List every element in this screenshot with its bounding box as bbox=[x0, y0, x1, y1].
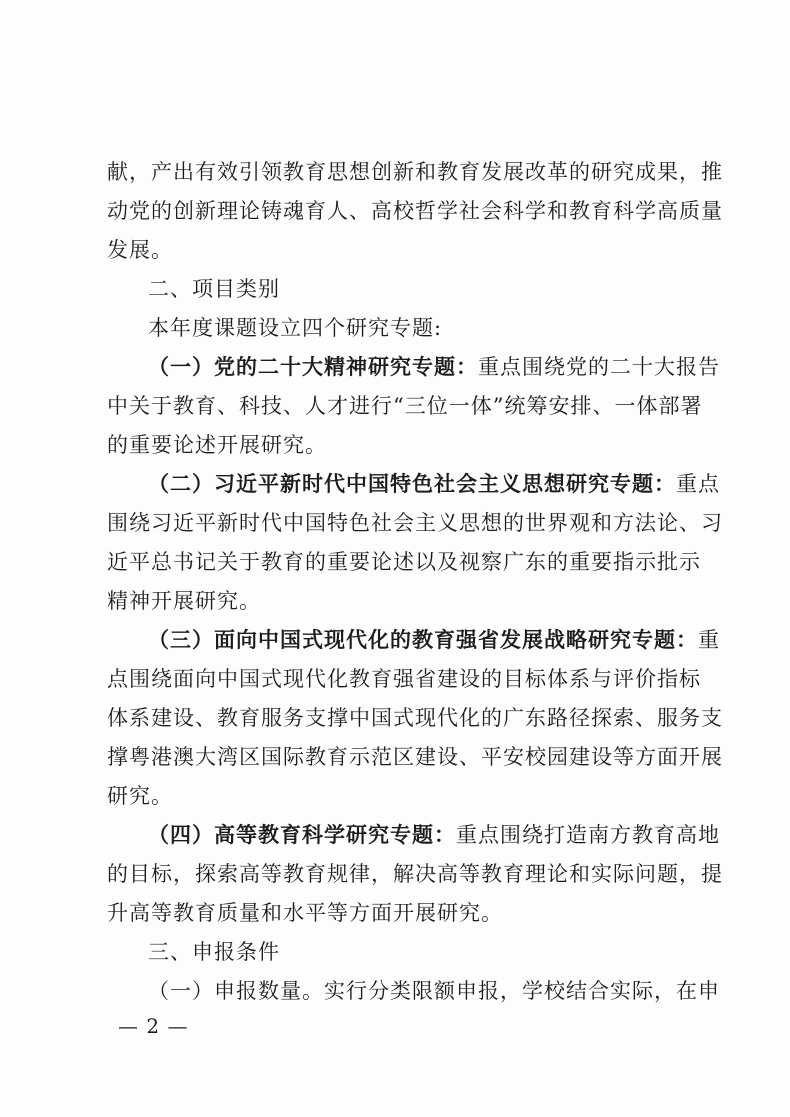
topic-2-title: （二）习近平新时代中国特色社会主义思想研究专题： bbox=[148, 471, 676, 496]
topic-4-line-1 bbox=[148, 821, 720, 849]
topic-3-line-1 bbox=[148, 626, 720, 654]
topic-3-line-5: 研究。 bbox=[107, 784, 173, 808]
topic-3-line-2: 点围绕面向中国式现代化教育强省建设的目标体系与评价指标 bbox=[107, 667, 701, 691]
section-3-heading: 三、申报条件 bbox=[148, 940, 280, 964]
topic-3-line-1-text: 重 bbox=[698, 628, 720, 652]
page-number: — 2 — bbox=[118, 1014, 189, 1038]
topic-2-line-2: 围绕习近平新时代中国特色社会主义思想的世界观和方法论、习 bbox=[107, 511, 723, 535]
topic-4-line-2: 的目标，探索高等教育规律，解决高等教育理论和实际问题，提 bbox=[107, 862, 723, 886]
intro-line-1: 献，产出有效引领教育思想创新和教育发展改革的研究成果，推 bbox=[107, 160, 723, 184]
topic-3-title: （三）面向中国式现代化的教育强省发展战略研究专题： bbox=[148, 627, 698, 652]
topic-1-line-3: 的重要论述开展研究。 bbox=[107, 433, 327, 457]
topic-2-line-1 bbox=[148, 470, 720, 498]
section-2-heading: 二、项目类别 bbox=[148, 277, 280, 301]
topic-3-line-3: 体系建设、教育服务支撑中国式现代化的广东路径探索、服务支 bbox=[107, 706, 723, 730]
topic-2-line-3: 近平总书记关于教育的重要论述以及视察广东的重要指示批示 bbox=[107, 550, 701, 574]
topic-4-title: （四）高等教育科学研究专题： bbox=[148, 822, 456, 847]
topic-1-line-2: 中关于教育、科技、人才进行“三位一体”统筹安排、一体部署 bbox=[107, 394, 703, 418]
topic-4-line-1-text: 重点围绕打造南方教育高地 bbox=[456, 823, 720, 847]
section-2-intro: 本年度课题设立四个研究专题: bbox=[148, 316, 443, 340]
section-3-item-1-line-1: （一）申报数量。实行分类限额申报，学校结合实际，在申 bbox=[148, 979, 720, 1003]
topic-1-line-1-text: 重点围绕党的二十大报告 bbox=[478, 355, 720, 379]
topic-2-line-1-text: 重点 bbox=[676, 472, 720, 496]
topic-1-line-1 bbox=[148, 353, 720, 381]
topic-2-line-4: 精神开展研究。 bbox=[107, 589, 261, 613]
topic-4-line-3: 升高等教育质量和水平等方面开展研究。 bbox=[107, 901, 503, 925]
topic-3-line-4: 撑粤港澳大湾区国际教育示范区建设、平安校园建设等方面开展 bbox=[107, 745, 723, 769]
intro-line-2: 动党的创新理论铸魂育人、高校哲学社会科学和教育科学高质量 bbox=[107, 199, 723, 223]
topic-1-title: （一）党的二十大精神研究专题： bbox=[148, 354, 478, 379]
intro-line-3: 发展。 bbox=[107, 238, 173, 262]
